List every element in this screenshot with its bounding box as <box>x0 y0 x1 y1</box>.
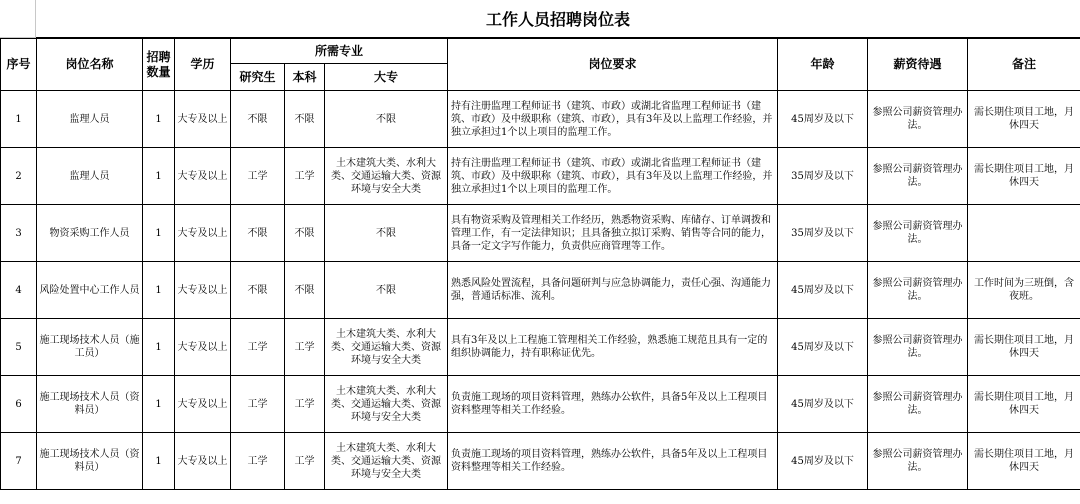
table-header <box>1 39 1080 91</box>
cell-education: 大专及以上 <box>175 91 231 148</box>
header-postgrad: 研究生 <box>231 64 285 91</box>
cell-postgrad: 不限 <box>231 205 285 262</box>
cell-age: 45周岁及以下 <box>778 91 868 148</box>
cell-salary: 参照公司薪资管理办法。 <box>868 376 968 433</box>
table-row <box>1 433 1080 490</box>
cell-requirements: 具有3年及以上工程施工管理相关工作经验，熟悉施工规范且具有一定的组织协调能力，持有职称证优先。 <box>448 319 778 376</box>
title-row <box>0 0 1080 38</box>
cell-requirements: 具有物资采购及管理相关工作经历，熟悉物资采购、库储存、订单调拨和管理工作，有一定法律知识；且具备独立拟订采购、销售等合同的能力，具备一定文字写作能力，负责供应商管理等工作。 <box>448 205 778 262</box>
cell-remarks: 需长期住项目工地，月休四天 <box>968 319 1080 376</box>
cell-age: 35周岁及以下 <box>778 148 868 205</box>
cell-count: 1 <box>143 91 175 148</box>
cell-remarks: 需长期住项目工地，月休四天 <box>968 91 1080 148</box>
cell-education: 大专及以上 <box>175 319 231 376</box>
cell-remarks <box>968 205 1080 262</box>
cell-college: 土木建筑大类、水利大类、交通运输大类、资源环境与安全大类 <box>325 319 448 376</box>
cell-salary: 参照公司薪资管理办法。 <box>868 433 968 490</box>
header-count: 招聘数量 <box>143 39 175 91</box>
cell-education: 大专及以上 <box>175 148 231 205</box>
cell-salary: 参照公司薪资管理办法。 <box>868 91 968 148</box>
header-major-group: 所需专业 <box>231 39 448 64</box>
cell-salary: 参照公司薪资管理办法。 <box>868 262 968 319</box>
cell-undergrad: 工学 <box>285 433 325 490</box>
cell-requirements: 持有注册监理工程师证书（建筑、市政）或湖北省监理工程师证书（建筑、市政）及中级职称（建筑、市政），具有3年及以上监理工作经验，并独立承担过1个以上项目的监理工作。 <box>448 91 778 148</box>
cell-requirements: 熟悉风险处置流程，具备问题研判与应急协调能力，责任心强、沟通能力强，普通话标准、流利。 <box>448 262 778 319</box>
table-body <box>1 91 1080 490</box>
cell-seq: 6 <box>1 376 37 433</box>
cell-undergrad: 不限 <box>285 205 325 262</box>
cell-postgrad: 工学 <box>231 376 285 433</box>
cell-count: 1 <box>143 433 175 490</box>
header-position: 岗位名称 <box>37 39 143 91</box>
cell-salary: 参照公司薪资管理办法。 <box>868 205 968 262</box>
table-row <box>1 262 1080 319</box>
cell-count: 1 <box>143 262 175 319</box>
cell-seq: 4 <box>1 262 37 319</box>
header-remarks: 备注 <box>968 39 1080 91</box>
cell-salary: 参照公司薪资管理办法。 <box>868 319 968 376</box>
cell-seq: 5 <box>1 319 37 376</box>
header-college: 大专 <box>325 64 448 91</box>
cell-position: 施工现场技术人员（施工员） <box>37 319 143 376</box>
table-row <box>1 91 1080 148</box>
cell-count: 1 <box>143 148 175 205</box>
cell-education: 大专及以上 <box>175 376 231 433</box>
header-salary: 薪资待遇 <box>868 39 968 91</box>
cell-undergrad: 工学 <box>285 148 325 205</box>
cell-postgrad: 工学 <box>231 433 285 490</box>
cell-position: 施工现场技术人员（资料员） <box>37 376 143 433</box>
cell-count: 1 <box>143 376 175 433</box>
cell-age: 35周岁及以下 <box>778 205 868 262</box>
cell-count: 1 <box>143 319 175 376</box>
cell-count: 1 <box>143 205 175 262</box>
cell-college: 不限 <box>325 91 448 148</box>
header-age: 年龄 <box>778 39 868 91</box>
row-gutter <box>0 0 36 38</box>
cell-undergrad: 工学 <box>285 319 325 376</box>
cell-age: 45周岁及以下 <box>778 376 868 433</box>
cell-age: 45周岁及以下 <box>778 262 868 319</box>
cell-college: 不限 <box>325 205 448 262</box>
header-requirements: 岗位要求 <box>448 39 778 91</box>
cell-seq: 1 <box>1 91 37 148</box>
cell-undergrad: 不限 <box>285 262 325 319</box>
recruitment-table <box>0 38 1080 490</box>
cell-postgrad: 工学 <box>231 319 285 376</box>
cell-postgrad: 工学 <box>231 148 285 205</box>
cell-postgrad: 不限 <box>231 262 285 319</box>
cell-education: 大专及以上 <box>175 205 231 262</box>
cell-college: 土木建筑大类、水利大类、交通运输大类、资源环境与安全大类 <box>325 376 448 433</box>
cell-requirements: 负责施工现场的项目资料管理，熟练办公软件，具备5年及以上工程项目资料整理等相关工作经验。 <box>448 433 778 490</box>
cell-undergrad: 工学 <box>285 376 325 433</box>
cell-education: 大专及以上 <box>175 433 231 490</box>
cell-remarks: 工作时间为三班倒，含夜班。 <box>968 262 1080 319</box>
header-undergrad: 本科 <box>285 64 325 91</box>
cell-education: 大专及以上 <box>175 262 231 319</box>
cell-college: 土木建筑大类、水利大类、交通运输大类、资源环境与安全大类 <box>325 148 448 205</box>
cell-college: 土木建筑大类、水利大类、交通运输大类、资源环境与安全大类 <box>325 433 448 490</box>
cell-age: 45周岁及以下 <box>778 319 868 376</box>
cell-seq: 3 <box>1 205 37 262</box>
table-row <box>1 319 1080 376</box>
table-row <box>1 205 1080 262</box>
cell-postgrad: 不限 <box>231 91 285 148</box>
cell-position: 风险处置中心工作人员 <box>37 262 143 319</box>
header-seq: 序号 <box>1 39 37 91</box>
table-row <box>1 376 1080 433</box>
cell-remarks: 需长期住项目工地，月休四天 <box>968 433 1080 490</box>
cell-seq: 7 <box>1 433 37 490</box>
page-title: 工作人员招聘岗位表 <box>36 0 1080 38</box>
cell-remarks: 需长期住项目工地，月休四天 <box>968 148 1080 205</box>
cell-seq: 2 <box>1 148 37 205</box>
cell-position: 物资采购工作人员 <box>37 205 143 262</box>
cell-undergrad: 不限 <box>285 91 325 148</box>
cell-position: 施工现场技术人员（资料员） <box>37 433 143 490</box>
header-education: 学历 <box>175 39 231 91</box>
cell-requirements: 负责施工现场的项目资料管理，熟练办公软件，具备5年及以上工程项目资料整理等相关工作经验。 <box>448 376 778 433</box>
cell-requirements: 持有注册监理工程师证书（建筑、市政）或湖北省监理工程师证书（建筑、市政）及中级职称（建筑、市政），具有3年及以上监理工作经验，并独立承担过1个以上项目的监理工作。 <box>448 148 778 205</box>
table-row <box>1 148 1080 205</box>
cell-age: 45周岁及以下 <box>778 433 868 490</box>
cell-salary: 参照公司薪资管理办法。 <box>868 148 968 205</box>
cell-remarks: 需长期住项目工地，月休四天 <box>968 376 1080 433</box>
cell-position: 监理人员 <box>37 91 143 148</box>
cell-position: 监理人员 <box>37 148 143 205</box>
cell-college: 不限 <box>325 262 448 319</box>
